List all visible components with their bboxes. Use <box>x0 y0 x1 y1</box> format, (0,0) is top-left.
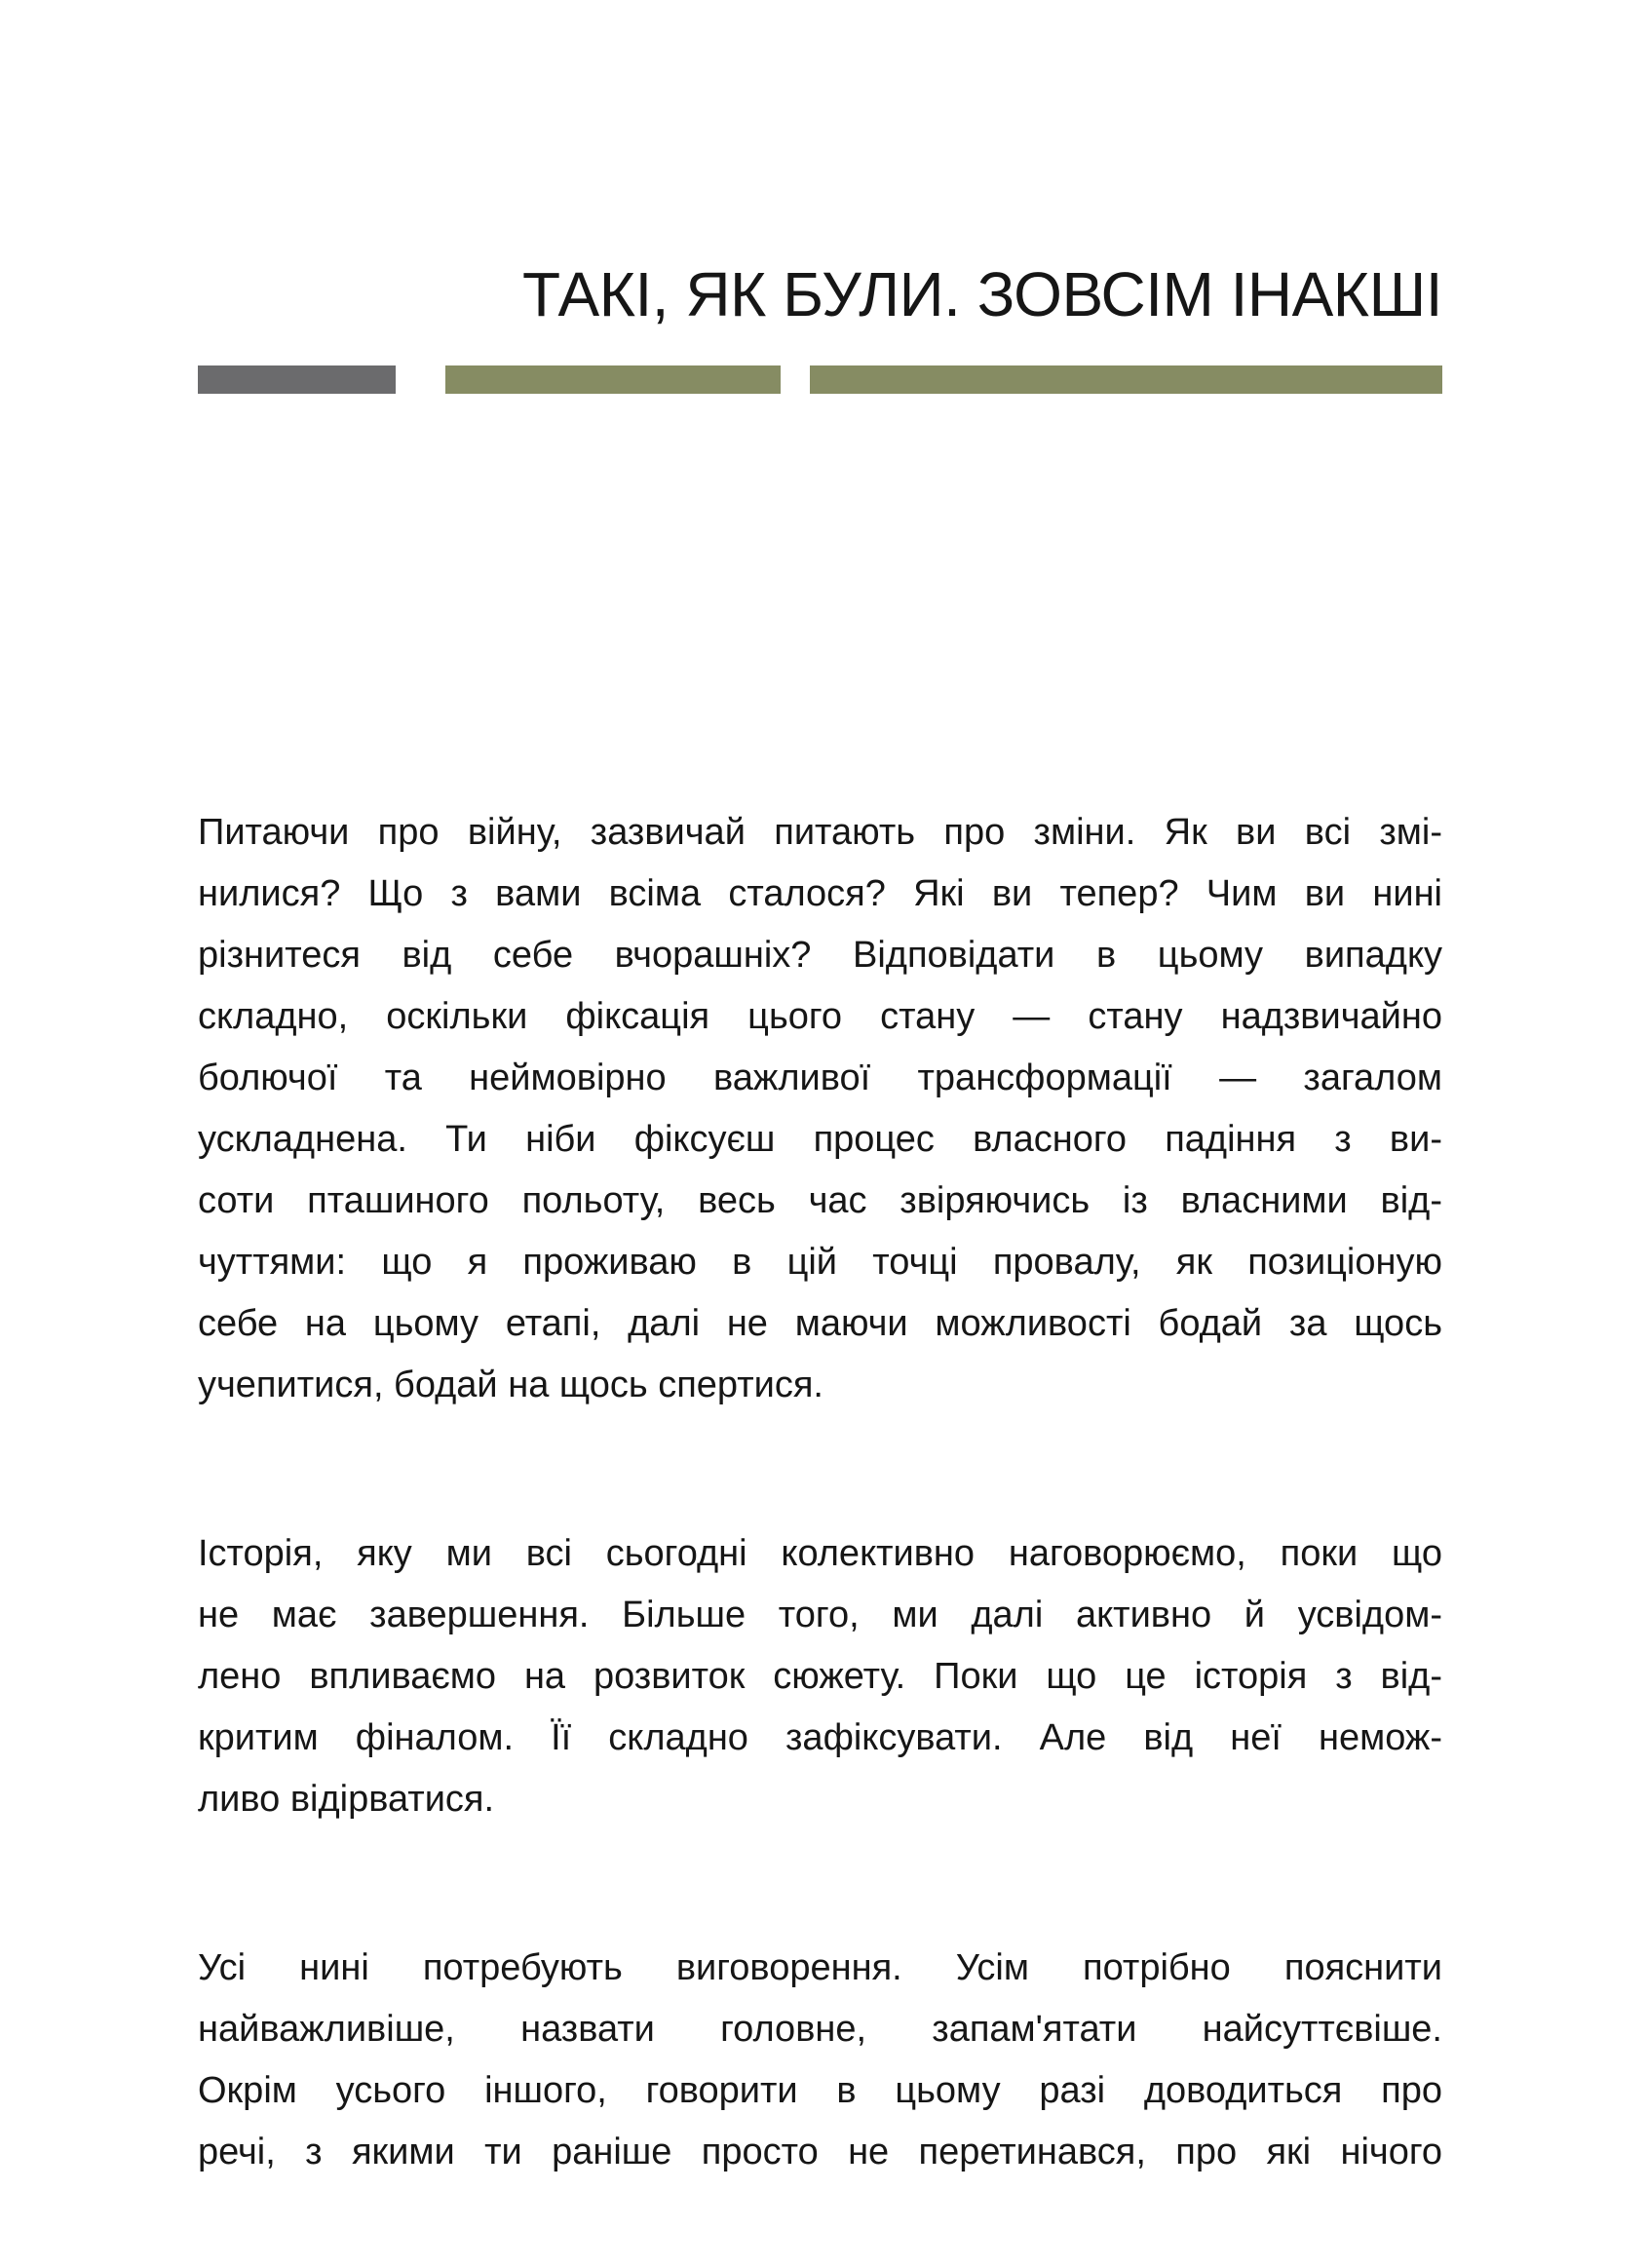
text-line: учепитися, бодай на щось спертися. <box>198 1365 823 1405</box>
text-line: болючої та неймовірно важливої трансформації — загалом <box>198 1057 1442 1098</box>
text-line: нилися? Що з вами всіма сталося? Які ви тепер? Чим ви нині <box>198 873 1442 914</box>
text-line: ускладнена. Ти ніби фіксуєш процес власного падіння з ви- <box>198 1119 1442 1160</box>
decorative-bar-gray <box>198 365 396 394</box>
paragraph <box>198 802 1442 1416</box>
decorative-bar-olive-long <box>810 365 1442 394</box>
page-title: ТАКІ, ЯК БУЛИ. ЗОВСІМ ІНАКШІ <box>522 259 1442 329</box>
paragraph-spacer <box>198 1416 1442 1523</box>
body-text <box>198 802 1442 2183</box>
text-line: чуттями: що я проживаю в цій точці провалу, як позиціоную <box>198 1242 1442 1283</box>
paragraph-spacer <box>198 1830 1442 1938</box>
paragraph <box>198 1523 1442 1830</box>
text-line: Усі нині потребують виговорення. Усім потрібно пояснити <box>198 1947 1442 1988</box>
text-line: найважливіше, назвати головне, запам'ятати найсуттєвіше. <box>198 2009 1442 2050</box>
text-line: критим фіналом. Її складно зафіксувати. Але від неї немож- <box>198 1717 1442 1758</box>
decorative-bar-olive-short <box>445 365 781 394</box>
text-line: соти пташиного польоту, весь час звіряючись із власними від- <box>198 1180 1442 1221</box>
text-line: ливо відірватися. <box>198 1779 495 1820</box>
text-line: не має завершення. Більше того, ми далі активно й усвідом- <box>198 1595 1442 1635</box>
text-line: Історія, яку ми всі сьогодні колективно наговорюємо, поки що <box>198 1533 1442 1574</box>
text-line: Питаючи про війну, зазвичай питають про зміни. Як ви всі змі- <box>198 812 1442 853</box>
text-line: лено впливаємо на розвиток сюжету. Поки що це історія з від- <box>198 1656 1442 1697</box>
text-line: речі, з якими ти раніше просто не перетинався, про які нічого <box>198 2132 1442 2172</box>
text-line: різнитеся від себе вчорашніх? Відповідати в цьому випадку <box>198 935 1442 976</box>
paragraph <box>198 1938 1442 2183</box>
text-line: Окрім усього іншого, говорити в цьому разі доводиться про <box>198 2070 1442 2111</box>
text-line: себе на цьому етапі, далі не маючи можливості бодай за щось <box>198 1303 1442 1344</box>
text-line: складно, оскільки фіксація цього стану — стану надзвичайно <box>198 996 1442 1037</box>
